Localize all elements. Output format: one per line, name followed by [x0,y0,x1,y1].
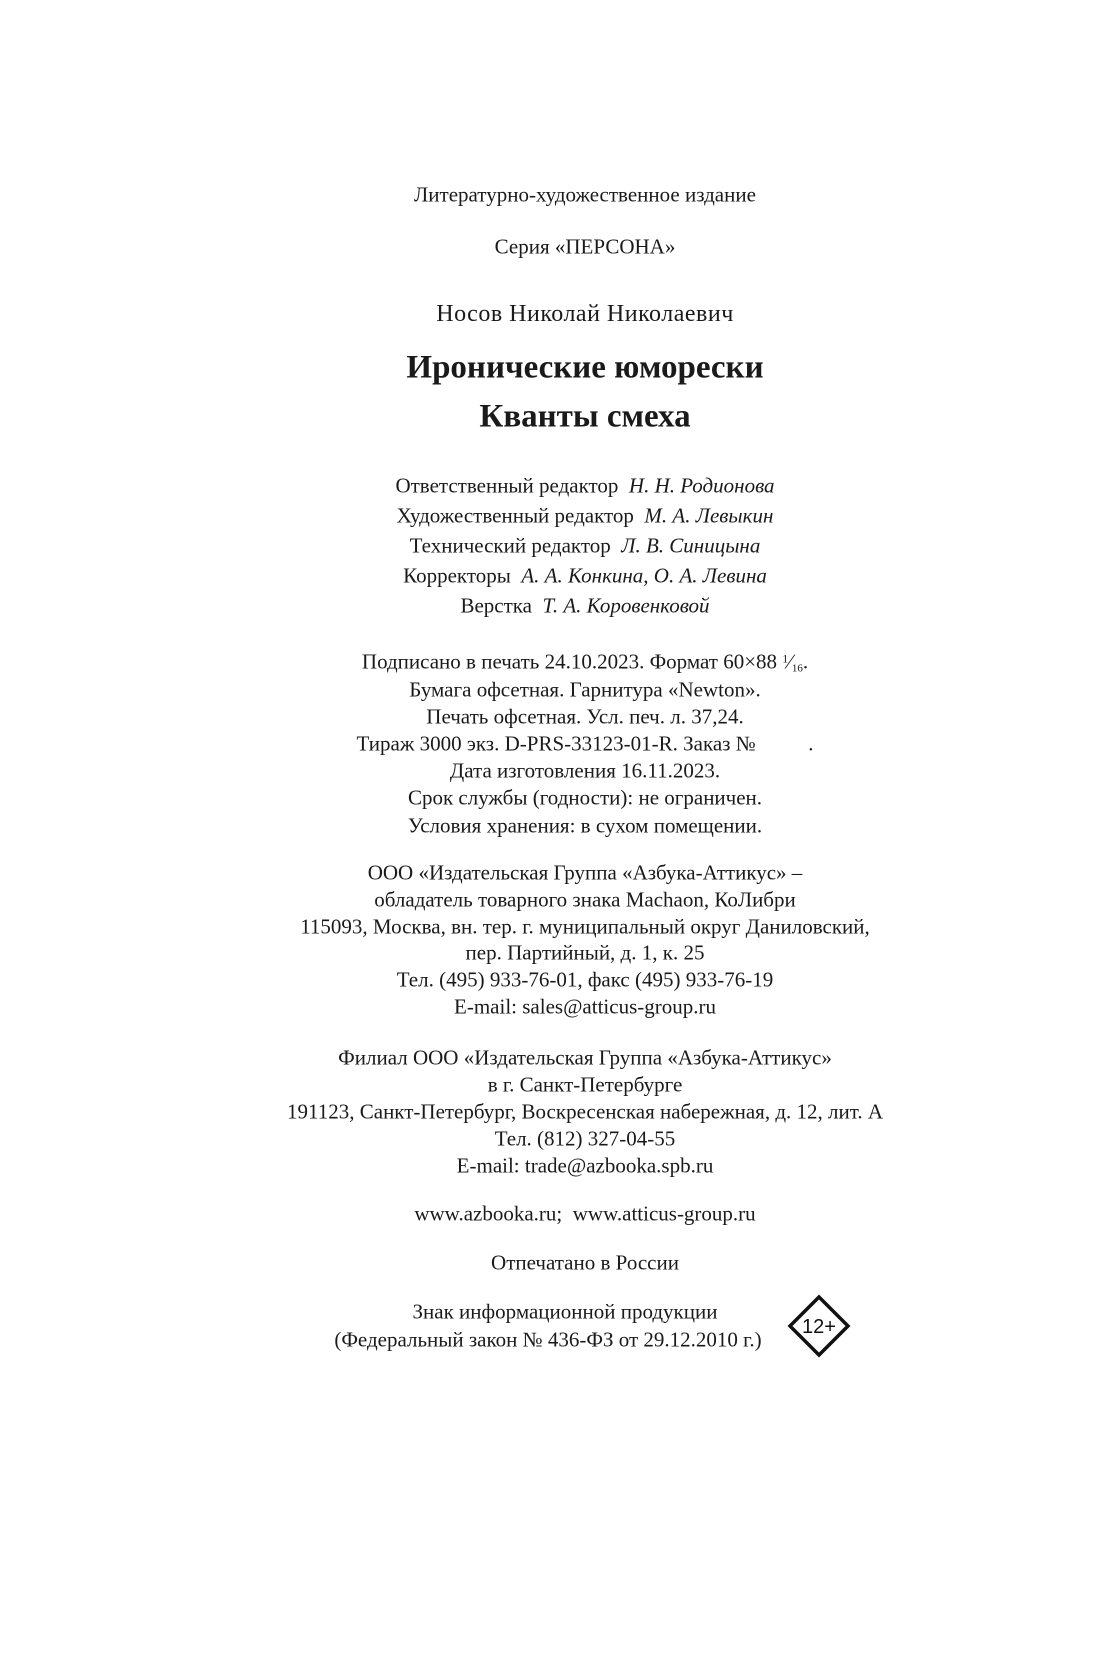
age-rating-badge [787,1294,851,1358]
print-info-line: Дата изготовления 16.11.2023. [449,758,721,783]
series: Серия «ПЕРСОНА» [494,234,676,259]
staff-name: Л. В. Синицына [621,533,761,558]
print-signed-text: Подписано в печать 24.10.2023. Формат 60×88 [361,649,783,674]
book-title-line: Иронические юморески [406,349,764,386]
branch-line: в г. Санкт-Петербурге [487,1072,683,1097]
staff-role: Технический редактор [409,533,611,558]
staff-role: Художественный редактор [396,503,634,528]
age-rating-text: 12+ [802,1316,836,1338]
branch-email: E-mail: trade@azbooka.spb.ru [456,1153,714,1178]
print-info-line: Условия хранения: в сухом помещении. [407,813,763,838]
author: Носов Николай Николаевич [436,301,734,327]
printed-in: Отпечатано в России [491,1250,679,1275]
staff-line [395,473,775,498]
publisher-line: ООО «Издательская Группа «Азбука-Аттикус» – [367,860,803,885]
print-info-line: Печать офсетная. Усл. печ. л. 37,24. [426,704,744,729]
publisher-line: 115093, Москва, вн. тер. г. муниципальный округ Даниловский, [300,914,870,939]
publisher-line: Тел. (495) 933-76-01, факс (495) 933-76-19 [396,967,774,992]
staff-line [460,593,710,618]
staff-line [403,563,767,588]
staff-role: Верстка [460,593,532,618]
print-info-line: Тираж 3000 экз. D-PRS-33123-01-R. Заказ № . [356,731,814,756]
staff-line [409,533,761,558]
publisher-line: пер. Партийный, д. 1, к. 25 [465,940,705,965]
staff-name: Н. Н. Родионова [628,473,775,498]
websites: www.azbooka.ru; www.atticus-group.ru [414,1201,756,1226]
branch-line: 191123, Санкт-Петербург, Воскресенская набережная, д. 12, лит. А [287,1099,883,1124]
staff-name: Т. А. Коровенковой [542,593,710,618]
branch-line: Тел. (812) 327-04-55 [494,1126,676,1151]
staff-role: Ответственный редактор [395,473,619,498]
staff-line [396,503,774,528]
info-mark-law: (Федеральный закон № 436-ФЗ от 29.12.2010 г.) [334,1327,762,1352]
print-info-line: Срок службы (годности): не ограничен. [407,785,763,810]
branch-line: Филиал ООО «Издательская Группа «Азбука-Аттикус» [338,1045,832,1070]
print-signed-line: Подписано в печать 24.10.2023. Формат 60×88 $^1⁄_{16}$. [361,649,809,675]
format-denominator: 16 [791,662,803,675]
publisher-email: E-mail: sales@atticus-group.ru [454,994,716,1019]
staff-name: М. А. Левыкин [644,503,774,528]
format-numerator: 1 [782,651,789,666]
staff-role: Корректоры [403,563,511,588]
staff-name: А. А. Конкина, О. А. Левина [521,563,767,588]
publisher-line: обладатель товарного знака Machaon, КоЛибри [374,887,796,912]
age-rating-diamond-icon [787,1294,851,1358]
print-info-line: Бумага офсетная. Гарнитура «Newton». [409,677,761,702]
book-subtitle-line: Кванты смеха [479,398,691,435]
print-signed-suffix: . [802,649,809,674]
info-mark-line: Знак информационной продукции [412,1299,718,1324]
edition-type: Литературно-художественное издание [414,182,756,207]
